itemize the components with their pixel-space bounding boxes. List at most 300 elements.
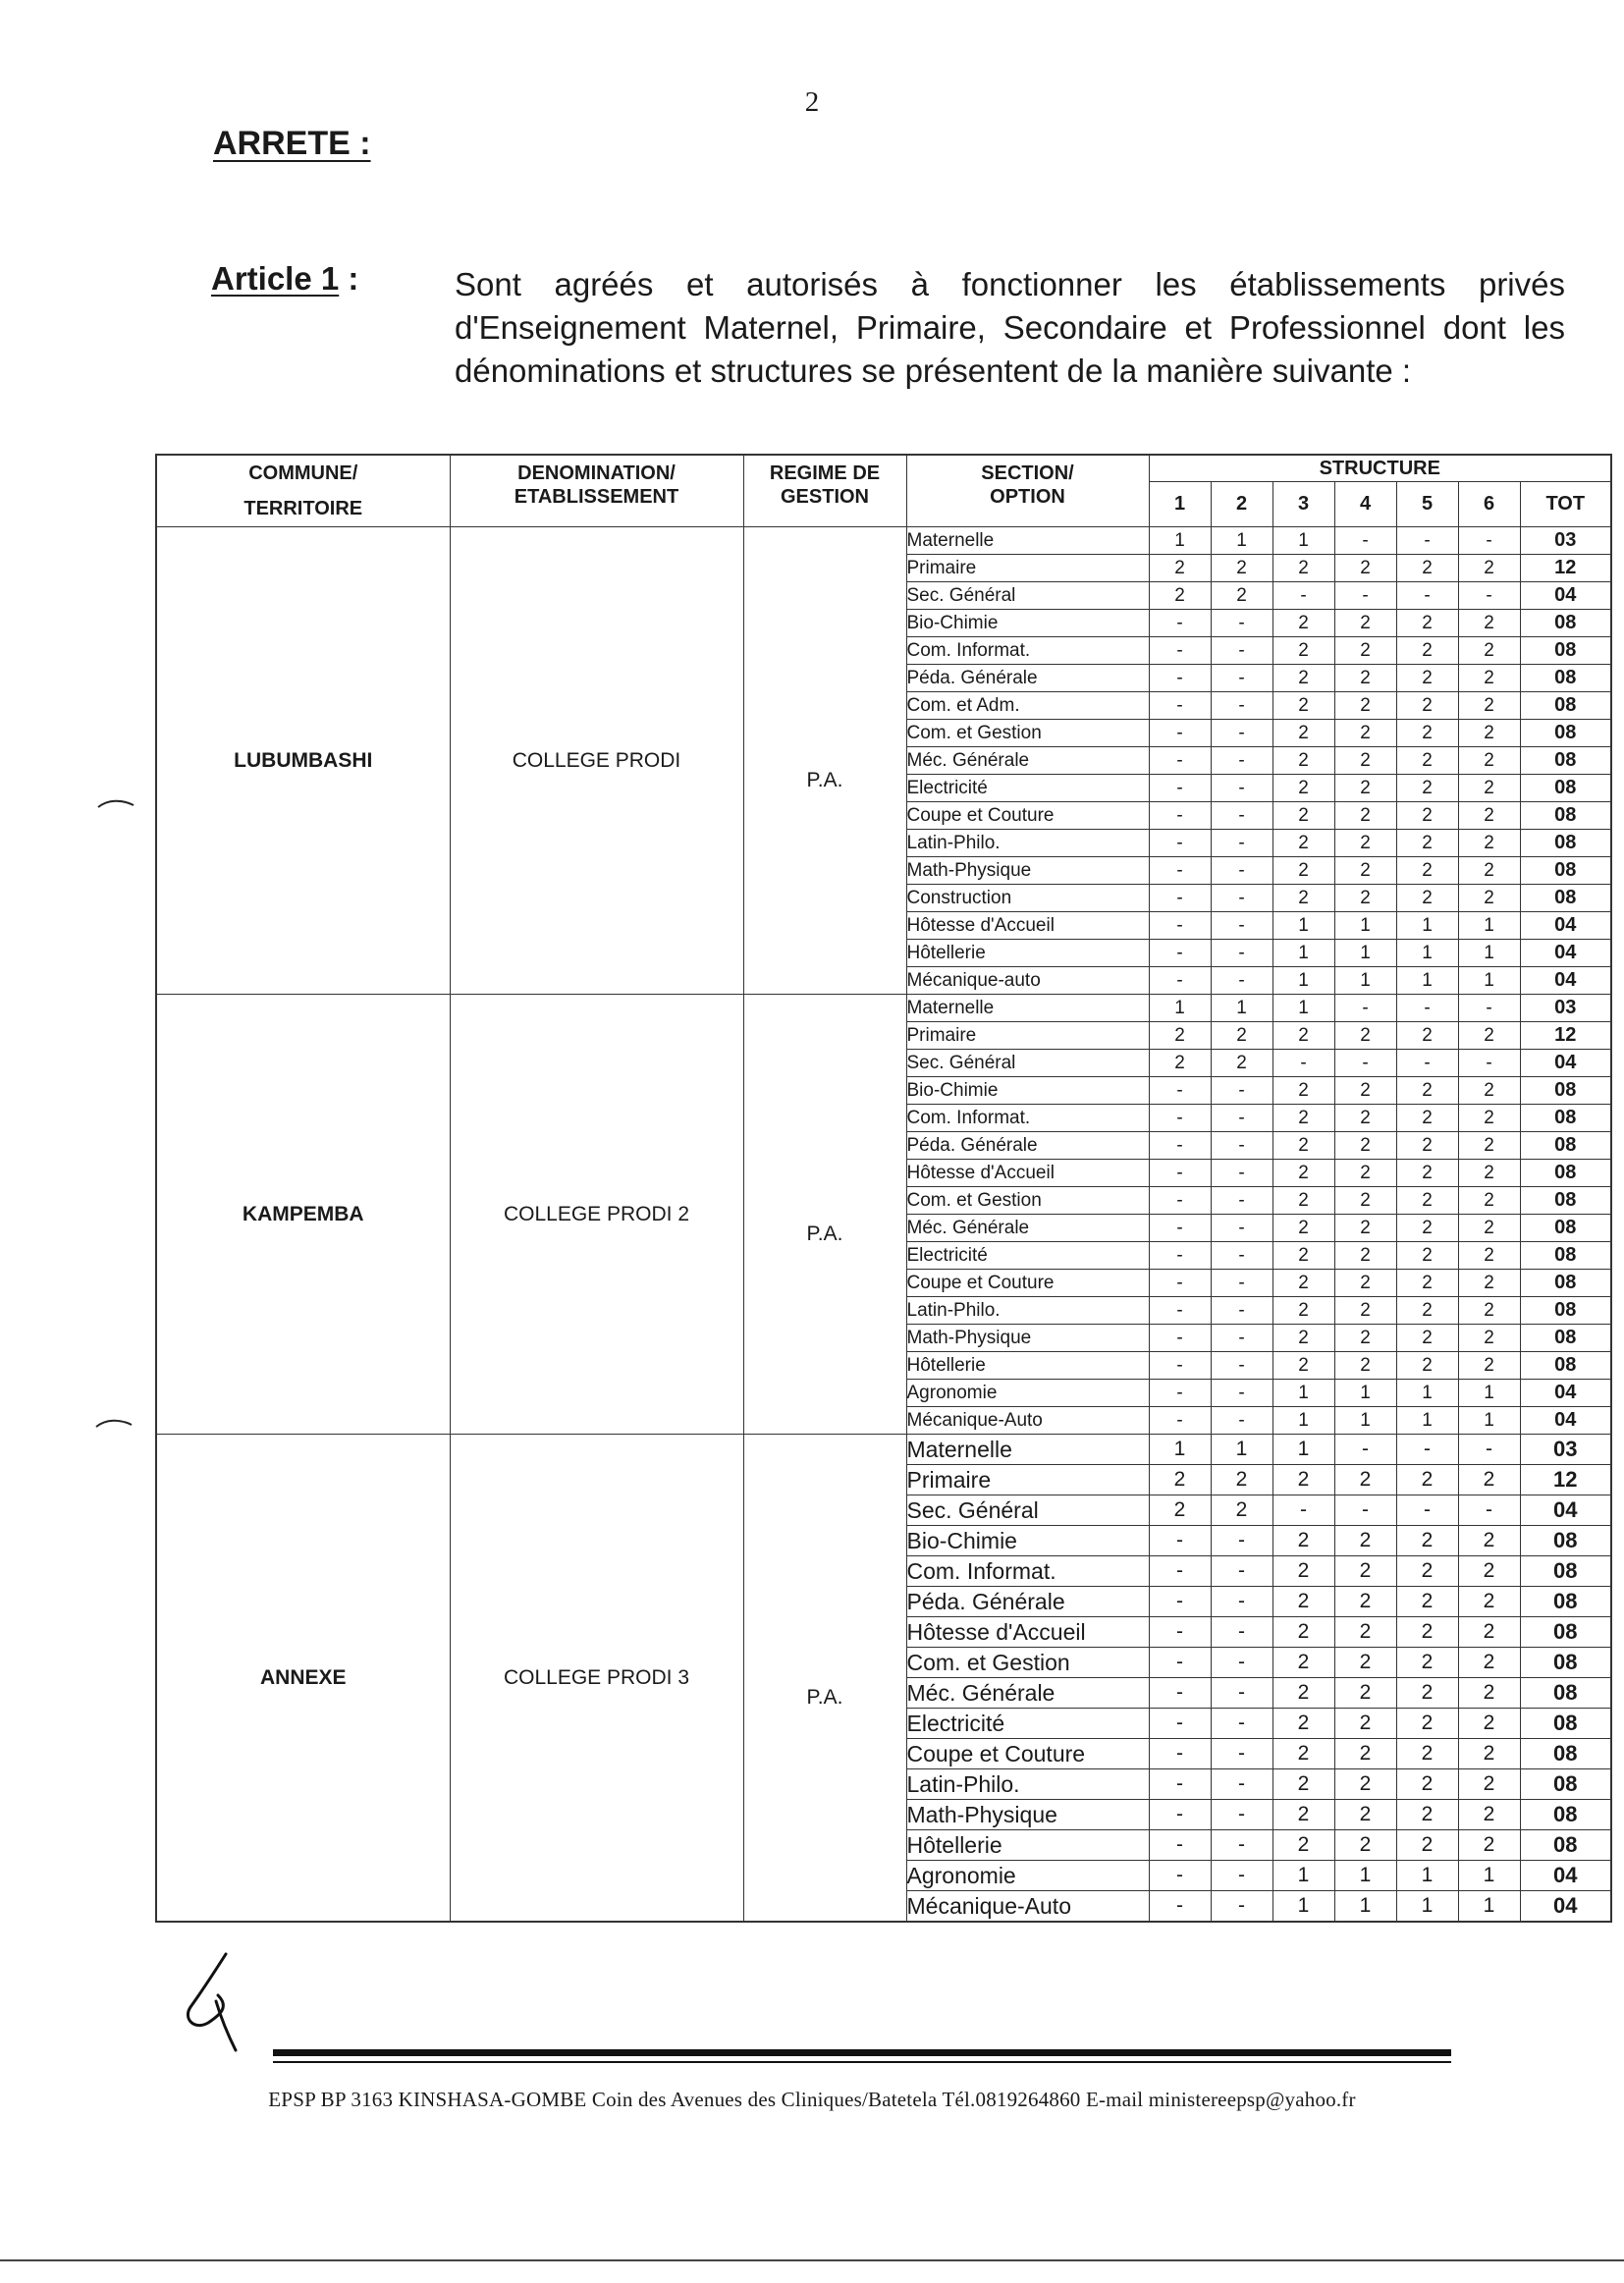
total-cell: 08 <box>1520 1242 1611 1270</box>
year-1-cell: - <box>1149 775 1211 802</box>
group-lubumbashi <box>156 527 1611 995</box>
structure-table <box>155 454 1612 1923</box>
total-cell: 08 <box>1520 1526 1611 1556</box>
option-cell: Sec. Général <box>906 582 1149 610</box>
year-2-cell: - <box>1211 692 1272 720</box>
total-cell: 08 <box>1520 692 1611 720</box>
option-cell: Maternelle <box>906 1435 1149 1465</box>
table-row <box>156 995 1611 1022</box>
year-5-cell: 2 <box>1396 692 1458 720</box>
year-6-cell: 2 <box>1458 1077 1520 1105</box>
year-1-cell: - <box>1149 610 1211 637</box>
header-commune: COMMUNE/ TERRITOIRE <box>156 455 450 527</box>
year-1-cell: 2 <box>1149 1050 1211 1077</box>
year-4-cell: - <box>1334 1435 1396 1465</box>
total-cell: 08 <box>1520 1648 1611 1678</box>
option-cell: Hôtellerie <box>906 1830 1149 1861</box>
option-cell: Maternelle <box>906 995 1149 1022</box>
year-3-cell: 2 <box>1272 1556 1334 1587</box>
year-3-cell: 1 <box>1272 527 1334 555</box>
year-2-cell: 2 <box>1211 1022 1272 1050</box>
year-4-cell: 1 <box>1334 1380 1396 1407</box>
year-5-cell: 1 <box>1396 912 1458 940</box>
year-5-cell: 2 <box>1396 1556 1458 1587</box>
year-6-cell: 2 <box>1458 1739 1520 1769</box>
year-6-cell: 1 <box>1458 940 1520 967</box>
year-1-cell: - <box>1149 1215 1211 1242</box>
year-5-cell: 2 <box>1396 1465 1458 1495</box>
year-5-cell: 2 <box>1396 1270 1458 1297</box>
year-6-cell: - <box>1458 1495 1520 1526</box>
year-2-cell: - <box>1211 1587 1272 1617</box>
year-5-cell: 2 <box>1396 747 1458 775</box>
header-year-5: 5 <box>1396 481 1458 526</box>
option-cell: Com. et Gestion <box>906 720 1149 747</box>
total-cell: 08 <box>1520 665 1611 692</box>
year-4-cell: 2 <box>1334 1617 1396 1648</box>
total-cell: 08 <box>1520 1077 1611 1105</box>
year-2-cell: - <box>1211 967 1272 995</box>
year-5-cell: 2 <box>1396 775 1458 802</box>
total-cell: 08 <box>1520 747 1611 775</box>
year-2-cell: - <box>1211 1160 1272 1187</box>
year-6-cell: 1 <box>1458 1891 1520 1923</box>
year-1-cell: - <box>1149 1556 1211 1587</box>
year-6-cell: 2 <box>1458 610 1520 637</box>
year-6-cell: 2 <box>1458 665 1520 692</box>
year-3-cell: 2 <box>1272 830 1334 857</box>
year-2-cell: 1 <box>1211 995 1272 1022</box>
year-3-cell: 1 <box>1272 967 1334 995</box>
year-3-cell: - <box>1272 1495 1334 1526</box>
year-4-cell: 2 <box>1334 857 1396 885</box>
year-1-cell: - <box>1149 1105 1211 1132</box>
year-1-cell: - <box>1149 1132 1211 1160</box>
year-1-cell: - <box>1149 1297 1211 1325</box>
year-6-cell: 2 <box>1458 555 1520 582</box>
year-4-cell: - <box>1334 995 1396 1022</box>
year-3-cell: 2 <box>1272 720 1334 747</box>
year-6-cell: 2 <box>1458 1800 1520 1830</box>
year-5-cell: 2 <box>1396 720 1458 747</box>
commune-cell: LUBUMBASHI <box>156 527 450 995</box>
year-3-cell: 2 <box>1272 1242 1334 1270</box>
option-cell: Construction <box>906 885 1149 912</box>
year-1-cell: - <box>1149 885 1211 912</box>
year-1-cell: - <box>1149 1187 1211 1215</box>
option-cell: Bio-Chimie <box>906 610 1149 637</box>
option-cell: Com. Informat. <box>906 1556 1149 1587</box>
option-cell: Bio-Chimie <box>906 1077 1149 1105</box>
year-3-cell: 2 <box>1272 1678 1334 1709</box>
year-6-cell: 2 <box>1458 1648 1520 1678</box>
total-cell: 08 <box>1520 1270 1611 1297</box>
year-3-cell: 2 <box>1272 802 1334 830</box>
year-4-cell: 2 <box>1334 1187 1396 1215</box>
year-4-cell: 1 <box>1334 1891 1396 1923</box>
year-2-cell: - <box>1211 1648 1272 1678</box>
year-1-cell: - <box>1149 1891 1211 1923</box>
etablissement-cell: COLLEGE PRODI 3 <box>450 1435 743 1923</box>
year-4-cell: 2 <box>1334 1465 1396 1495</box>
year-5-cell: 2 <box>1396 555 1458 582</box>
year-2-cell: - <box>1211 885 1272 912</box>
year-6-cell: 2 <box>1458 692 1520 720</box>
year-3-cell: 2 <box>1272 665 1334 692</box>
year-3-cell: 1 <box>1272 995 1334 1022</box>
total-cell: 08 <box>1520 1830 1611 1861</box>
year-2-cell: - <box>1211 1077 1272 1105</box>
year-6-cell: - <box>1458 1435 1520 1465</box>
year-6-cell: 1 <box>1458 912 1520 940</box>
option-cell: Hôtellerie <box>906 940 1149 967</box>
year-3-cell: 2 <box>1272 610 1334 637</box>
year-4-cell: 2 <box>1334 1556 1396 1587</box>
year-6-cell: 2 <box>1458 720 1520 747</box>
year-5-cell: 2 <box>1396 1325 1458 1352</box>
year-4-cell: 1 <box>1334 912 1396 940</box>
option-cell: Sec. Général <box>906 1495 1149 1526</box>
year-4-cell: 2 <box>1334 637 1396 665</box>
year-4-cell: 1 <box>1334 940 1396 967</box>
year-6-cell: 1 <box>1458 1861 1520 1891</box>
year-4-cell: 2 <box>1334 665 1396 692</box>
year-3-cell: 2 <box>1272 747 1334 775</box>
year-6-cell: 2 <box>1458 1105 1520 1132</box>
year-6-cell: 2 <box>1458 1465 1520 1495</box>
year-3-cell: 2 <box>1272 1297 1334 1325</box>
year-4-cell: 2 <box>1334 775 1396 802</box>
total-cell: 04 <box>1520 912 1611 940</box>
total-cell: 08 <box>1520 1105 1611 1132</box>
option-cell: Sec. Général <box>906 1050 1149 1077</box>
year-5-cell: 1 <box>1396 940 1458 967</box>
year-4-cell: 1 <box>1334 1861 1396 1891</box>
year-3-cell: 1 <box>1272 912 1334 940</box>
handwritten-signature-icon <box>179 1946 257 2054</box>
year-3-cell: 1 <box>1272 1380 1334 1407</box>
year-1-cell: 2 <box>1149 582 1211 610</box>
year-2-cell: - <box>1211 1297 1272 1325</box>
year-2-cell: - <box>1211 1105 1272 1132</box>
year-1-cell: 2 <box>1149 555 1211 582</box>
year-3-cell: 2 <box>1272 1617 1334 1648</box>
year-1-cell: - <box>1149 1407 1211 1435</box>
year-2-cell: - <box>1211 1891 1272 1923</box>
year-1-cell: - <box>1149 1270 1211 1297</box>
year-1-cell: - <box>1149 1800 1211 1830</box>
year-3-cell: 2 <box>1272 857 1334 885</box>
total-cell: 08 <box>1520 637 1611 665</box>
year-3-cell: 2 <box>1272 1022 1334 1050</box>
year-4-cell: 2 <box>1334 1800 1396 1830</box>
year-3-cell: 2 <box>1272 885 1334 912</box>
year-1-cell: - <box>1149 857 1211 885</box>
year-2-cell: - <box>1211 857 1272 885</box>
year-6-cell: - <box>1458 1050 1520 1077</box>
option-cell: Méc. Générale <box>906 747 1149 775</box>
year-6-cell: 2 <box>1458 1617 1520 1648</box>
year-3-cell: 2 <box>1272 1077 1334 1105</box>
total-cell: 04 <box>1520 1407 1611 1435</box>
year-3-cell: 1 <box>1272 1435 1334 1465</box>
year-5-cell: 2 <box>1396 857 1458 885</box>
year-3-cell: 2 <box>1272 1587 1334 1617</box>
group-annexe <box>156 1435 1611 1923</box>
header-regime: REGIME DE GESTION <box>743 455 906 527</box>
total-cell: 08 <box>1520 775 1611 802</box>
year-1-cell: - <box>1149 1587 1211 1617</box>
total-cell: 04 <box>1520 1861 1611 1891</box>
year-3-cell: 2 <box>1272 1132 1334 1160</box>
year-4-cell: 2 <box>1334 1297 1396 1325</box>
year-1-cell: - <box>1149 1769 1211 1800</box>
year-2-cell: - <box>1211 665 1272 692</box>
year-6-cell: - <box>1458 995 1520 1022</box>
year-3-cell: 2 <box>1272 1105 1334 1132</box>
year-1-cell: - <box>1149 1830 1211 1861</box>
option-cell: Latin-Philo. <box>906 1297 1149 1325</box>
total-cell: 08 <box>1520 1215 1611 1242</box>
year-6-cell: 2 <box>1458 1187 1520 1215</box>
total-cell: 08 <box>1520 1187 1611 1215</box>
total-cell: 08 <box>1520 1709 1611 1739</box>
header-section: SECTION/ OPTION <box>906 455 1149 527</box>
year-4-cell: - <box>1334 1495 1396 1526</box>
total-cell: 03 <box>1520 527 1611 555</box>
option-cell: Com. Informat. <box>906 637 1149 665</box>
option-cell: Mécanique-Auto <box>906 1891 1149 1923</box>
option-cell: Méc. Générale <box>906 1215 1149 1242</box>
year-5-cell: 2 <box>1396 1739 1458 1769</box>
year-4-cell: 2 <box>1334 1709 1396 1739</box>
year-4-cell: 2 <box>1334 692 1396 720</box>
year-2-cell: - <box>1211 1270 1272 1297</box>
year-2-cell: - <box>1211 610 1272 637</box>
year-2-cell: - <box>1211 1617 1272 1648</box>
year-6-cell: 1 <box>1458 1407 1520 1435</box>
year-6-cell: 2 <box>1458 1160 1520 1187</box>
year-2-cell: - <box>1211 1800 1272 1830</box>
year-3-cell: 1 <box>1272 1861 1334 1891</box>
year-2-cell: 2 <box>1211 555 1272 582</box>
year-1-cell: 2 <box>1149 1465 1211 1495</box>
year-6-cell: 2 <box>1458 830 1520 857</box>
year-4-cell: 2 <box>1334 747 1396 775</box>
option-cell: Latin-Philo. <box>906 830 1149 857</box>
table-row <box>156 527 1611 555</box>
year-1-cell: 2 <box>1149 1022 1211 1050</box>
year-4-cell: 2 <box>1334 1526 1396 1556</box>
year-4-cell: 1 <box>1334 1407 1396 1435</box>
year-4-cell: 2 <box>1334 830 1396 857</box>
year-3-cell: 2 <box>1272 1800 1334 1830</box>
page-heading: ARRETE : <box>213 125 371 162</box>
year-5-cell: 2 <box>1396 1187 1458 1215</box>
year-4-cell: 2 <box>1334 1769 1396 1800</box>
total-cell: 08 <box>1520 1132 1611 1160</box>
total-cell: 08 <box>1520 830 1611 857</box>
year-3-cell: 2 <box>1272 1270 1334 1297</box>
header-year-3: 3 <box>1272 481 1334 526</box>
total-cell: 08 <box>1520 1297 1611 1325</box>
year-4-cell: 2 <box>1334 1325 1396 1352</box>
year-6-cell: 2 <box>1458 1215 1520 1242</box>
year-5-cell: 2 <box>1396 830 1458 857</box>
year-2-cell: 1 <box>1211 527 1272 555</box>
year-1-cell: - <box>1149 830 1211 857</box>
option-cell: Mécanique-auto <box>906 967 1149 995</box>
bottom-rule <box>0 2259 1624 2261</box>
total-cell: 12 <box>1520 555 1611 582</box>
year-2-cell: 2 <box>1211 1465 1272 1495</box>
year-2-cell: - <box>1211 1380 1272 1407</box>
option-cell: Com. et Gestion <box>906 1187 1149 1215</box>
year-2-cell: - <box>1211 1132 1272 1160</box>
year-6-cell: 2 <box>1458 1769 1520 1800</box>
year-1-cell: 1 <box>1149 1435 1211 1465</box>
year-1-cell: - <box>1149 802 1211 830</box>
year-5-cell: - <box>1396 1435 1458 1465</box>
year-5-cell: 2 <box>1396 665 1458 692</box>
year-2-cell: - <box>1211 1325 1272 1352</box>
year-1-cell: - <box>1149 1242 1211 1270</box>
year-1-cell: - <box>1149 720 1211 747</box>
year-6-cell: 2 <box>1458 637 1520 665</box>
article-text: Sont agréés et autorisés à fonctionner les établissements privés d'Enseignement Maternel, Primaire, Secondaire et Professionnel dont les dénominations et structures se présentent de la manière suivante : <box>455 266 1565 389</box>
year-5-cell: 1 <box>1396 1891 1458 1923</box>
year-3-cell: 1 <box>1272 940 1334 967</box>
header-year-6: 6 <box>1458 481 1520 526</box>
year-3-cell: 2 <box>1272 775 1334 802</box>
year-5-cell: 2 <box>1396 1617 1458 1648</box>
group-kampemba <box>156 995 1611 1435</box>
year-2-cell: - <box>1211 940 1272 967</box>
year-6-cell: 2 <box>1458 1678 1520 1709</box>
option-cell: Coupe et Couture <box>906 802 1149 830</box>
year-5-cell: - <box>1396 1050 1458 1077</box>
option-cell: Electricité <box>906 1709 1149 1739</box>
total-cell: 12 <box>1520 1022 1611 1050</box>
year-2-cell: - <box>1211 1187 1272 1215</box>
year-2-cell: - <box>1211 1556 1272 1587</box>
commune-cell: ANNEXE <box>156 1435 450 1923</box>
etablissement-cell: COLLEGE PRODI 2 <box>450 995 743 1435</box>
year-1-cell: 1 <box>1149 527 1211 555</box>
year-2-cell: - <box>1211 1407 1272 1435</box>
total-cell: 08 <box>1520 802 1611 830</box>
year-5-cell: 1 <box>1396 1407 1458 1435</box>
option-cell: Hôtellerie <box>906 1352 1149 1380</box>
year-4-cell: 2 <box>1334 1105 1396 1132</box>
year-2-cell: - <box>1211 1242 1272 1270</box>
regime-cell: P.A. <box>743 995 906 1435</box>
year-5-cell: 2 <box>1396 1678 1458 1709</box>
option-cell: Maternelle <box>906 527 1149 555</box>
option-cell: Péda. Générale <box>906 1587 1149 1617</box>
year-5-cell: 2 <box>1396 1297 1458 1325</box>
option-cell: Math-Physique <box>906 857 1149 885</box>
year-2-cell: 2 <box>1211 1495 1272 1526</box>
year-5-cell: 2 <box>1396 1648 1458 1678</box>
year-4-cell: 2 <box>1334 1077 1396 1105</box>
year-1-cell: - <box>1149 1077 1211 1105</box>
year-1-cell: - <box>1149 1617 1211 1648</box>
year-6-cell: 2 <box>1458 775 1520 802</box>
option-cell: Math-Physique <box>906 1325 1149 1352</box>
year-5-cell: 2 <box>1396 1769 1458 1800</box>
year-3-cell: 2 <box>1272 555 1334 582</box>
year-3-cell: 2 <box>1272 1648 1334 1678</box>
year-2-cell: - <box>1211 830 1272 857</box>
year-5-cell: 2 <box>1396 610 1458 637</box>
year-3-cell: 2 <box>1272 1465 1334 1495</box>
year-1-cell: - <box>1149 747 1211 775</box>
year-1-cell: - <box>1149 637 1211 665</box>
year-5-cell: 2 <box>1396 1105 1458 1132</box>
option-cell: Agronomie <box>906 1861 1149 1891</box>
year-3-cell: 2 <box>1272 1709 1334 1739</box>
year-3-cell: 2 <box>1272 1769 1334 1800</box>
regime-cell: P.A. <box>743 1435 906 1923</box>
year-4-cell: - <box>1334 1050 1396 1077</box>
option-cell: Primaire <box>906 555 1149 582</box>
year-2-cell: 2 <box>1211 1050 1272 1077</box>
article-label <box>211 260 358 298</box>
year-6-cell: 2 <box>1458 1830 1520 1861</box>
option-cell: Hôtesse d'Accueil <box>906 1160 1149 1187</box>
year-4-cell: 2 <box>1334 720 1396 747</box>
year-1-cell: - <box>1149 692 1211 720</box>
year-1-cell: - <box>1149 1739 1211 1769</box>
option-cell: Primaire <box>906 1022 1149 1050</box>
option-cell: Com. Informat. <box>906 1105 1149 1132</box>
year-3-cell: 2 <box>1272 637 1334 665</box>
year-1-cell: - <box>1149 1678 1211 1709</box>
year-6-cell: 2 <box>1458 1325 1520 1352</box>
year-4-cell: 2 <box>1334 802 1396 830</box>
year-6-cell: 2 <box>1458 1352 1520 1380</box>
page-number: 2 <box>804 86 820 118</box>
year-6-cell: 2 <box>1458 802 1520 830</box>
year-5-cell: - <box>1396 582 1458 610</box>
option-cell: Electricité <box>906 775 1149 802</box>
year-2-cell: - <box>1211 1830 1272 1861</box>
year-5-cell: 1 <box>1396 1380 1458 1407</box>
year-3-cell: 2 <box>1272 1352 1334 1380</box>
year-4-cell: 2 <box>1334 555 1396 582</box>
year-5-cell: - <box>1396 1495 1458 1526</box>
year-4-cell: 2 <box>1334 610 1396 637</box>
year-5-cell: 2 <box>1396 1022 1458 1050</box>
year-6-cell: 2 <box>1458 857 1520 885</box>
year-3-cell: - <box>1272 1050 1334 1077</box>
year-6-cell: 2 <box>1458 1242 1520 1270</box>
year-2-cell: - <box>1211 747 1272 775</box>
year-6-cell: - <box>1458 527 1520 555</box>
year-6-cell: 2 <box>1458 747 1520 775</box>
year-6-cell: - <box>1458 582 1520 610</box>
total-cell: 04 <box>1520 1380 1611 1407</box>
year-2-cell: - <box>1211 720 1272 747</box>
year-2-cell: 2 <box>1211 582 1272 610</box>
year-4-cell: - <box>1334 527 1396 555</box>
year-4-cell: 2 <box>1334 1132 1396 1160</box>
total-cell: 08 <box>1520 1678 1611 1709</box>
year-6-cell: 2 <box>1458 1270 1520 1297</box>
year-2-cell: - <box>1211 1709 1272 1739</box>
year-5-cell: 2 <box>1396 802 1458 830</box>
